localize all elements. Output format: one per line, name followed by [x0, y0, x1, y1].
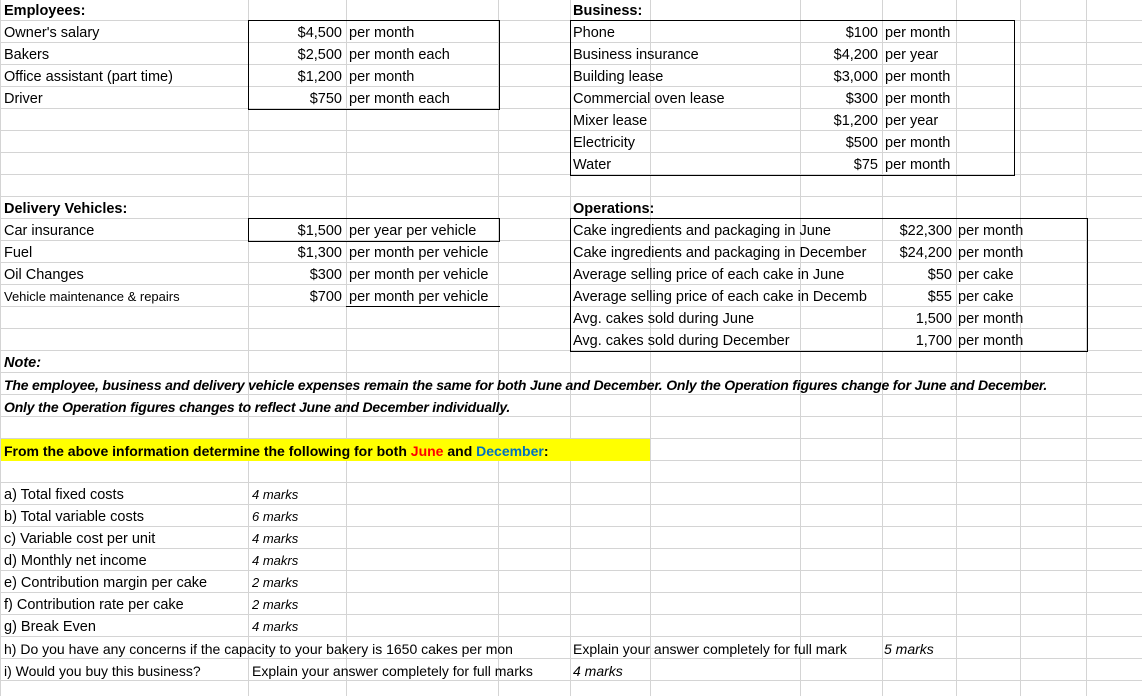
- operations-label[interactable]: Cake ingredients and packaging in December: [573, 245, 867, 261]
- employee-amount[interactable]: $1,200: [297, 69, 342, 85]
- employee-label[interactable]: Owner's salary: [4, 25, 100, 41]
- operations-amount[interactable]: $50: [927, 267, 952, 283]
- question-marks[interactable]: 4 marks: [252, 531, 299, 546]
- business-label[interactable]: Phone: [573, 25, 615, 41]
- business-label[interactable]: Electricity: [573, 135, 636, 151]
- operations-header[interactable]: Operations:: [573, 201, 655, 217]
- instruction-prefix: From the above information determine the following for both: [4, 443, 411, 459]
- operations-amount[interactable]: $55: [927, 289, 952, 305]
- employee-unit[interactable]: per month: [349, 69, 415, 85]
- business-amount[interactable]: $100: [845, 25, 878, 41]
- employee-unit[interactable]: per month each: [349, 47, 450, 63]
- operations-amount[interactable]: 1,700: [915, 333, 952, 349]
- business-unit[interactable]: per month: [885, 91, 951, 107]
- question-marks[interactable]: 4 marks: [252, 487, 299, 502]
- question-h-text[interactable]: h) Do you have any concerns if the capacity to your bakery is 1650 cakes per mon: [4, 641, 513, 657]
- operations-unit[interactable]: per month: [958, 333, 1024, 349]
- employees-header[interactable]: Employees:: [4, 3, 86, 19]
- business-amount[interactable]: $1,200: [833, 113, 878, 129]
- delivery-unit[interactable]: per month per vehicle: [349, 245, 489, 261]
- question-i-explain[interactable]: Explain your answer completely for full marks: [252, 663, 533, 679]
- business-label[interactable]: Business insurance: [573, 47, 699, 63]
- business-header[interactable]: Business:: [573, 3, 643, 19]
- question-h-marks[interactable]: 5 marks: [884, 641, 934, 657]
- question-marks[interactable]: 2 marks: [252, 597, 299, 612]
- instruction-suffix: :: [543, 443, 549, 459]
- note-title[interactable]: Note:: [4, 355, 42, 371]
- question-marks[interactable]: 6 marks: [252, 509, 299, 524]
- question-i-marks[interactable]: 4 marks: [573, 663, 623, 679]
- delivery-label[interactable]: Vehicle maintenance & repairs: [4, 289, 180, 304]
- business-label[interactable]: Building lease: [573, 69, 664, 85]
- delivery-amount[interactable]: $300: [309, 267, 342, 283]
- instruction-text[interactable]: [4, 440, 549, 462]
- delivery-unit[interactable]: per month per vehicle: [349, 267, 489, 283]
- instruction-june: June: [410, 443, 444, 459]
- delivery-label[interactable]: Oil Changes: [4, 267, 84, 283]
- business-unit[interactable]: per month: [885, 25, 951, 41]
- business-unit[interactable]: per year: [885, 113, 939, 129]
- operations-amount[interactable]: $22,300: [899, 223, 952, 239]
- question-label[interactable]: d) Monthly net income: [4, 553, 147, 569]
- business-unit[interactable]: per month: [885, 69, 951, 85]
- operations-unit[interactable]: per cake: [958, 267, 1014, 283]
- employee-unit[interactable]: per month: [349, 25, 415, 41]
- question-h-explain[interactable]: Explain your answer completely for full mark: [573, 641, 847, 657]
- delivery-unit[interactable]: per year per vehicle: [349, 223, 477, 239]
- question-label[interactable]: f) Contribution rate per cake: [4, 597, 184, 613]
- business-amount[interactable]: $4,200: [833, 47, 878, 63]
- employee-label[interactable]: Driver: [4, 91, 43, 107]
- employee-amount[interactable]: $2,500: [297, 47, 342, 63]
- business-unit[interactable]: per year: [885, 47, 939, 63]
- delivery-label[interactable]: Car insurance: [4, 223, 95, 239]
- question-label[interactable]: c) Variable cost per unit: [4, 531, 156, 547]
- business-unit[interactable]: per month: [885, 157, 951, 173]
- question-marks[interactable]: 4 marks: [252, 619, 299, 634]
- employee-label[interactable]: Office assistant (part time): [4, 69, 173, 85]
- operations-unit[interactable]: per month: [958, 311, 1024, 327]
- business-amount[interactable]: $500: [845, 135, 878, 151]
- instruction-december: December: [476, 443, 544, 459]
- operations-amount[interactable]: $24,200: [899, 245, 952, 261]
- operations-amount[interactable]: 1,500: [915, 311, 952, 327]
- business-amount[interactable]: $300: [845, 91, 878, 107]
- question-label[interactable]: a) Total fixed costs: [4, 487, 124, 503]
- operations-label[interactable]: Avg. cakes sold during June: [573, 311, 755, 327]
- question-label[interactable]: e) Contribution margin per cake: [4, 575, 208, 591]
- note-line-1[interactable]: The employee, business and delivery vehicle expenses remain the same for both June and December. Only the Operation figures change for June and December.: [4, 377, 1048, 393]
- employee-unit[interactable]: per month each: [349, 91, 450, 107]
- delivery-amount[interactable]: $1,500: [297, 223, 342, 239]
- question-i-text[interactable]: i) Would you buy this business?: [4, 663, 201, 679]
- column-gridline: [0, 0, 1, 696]
- business-amount[interactable]: $75: [853, 157, 878, 173]
- business-unit[interactable]: per month: [885, 135, 951, 151]
- note-line-2[interactable]: Only the Operation figures changes to reflect June and December individually.: [4, 399, 511, 415]
- delivery-amount[interactable]: $1,300: [297, 245, 342, 261]
- question-label[interactable]: b) Total variable costs: [4, 509, 144, 525]
- operations-label[interactable]: Cake ingredients and packaging in June: [573, 223, 831, 239]
- operations-label[interactable]: Avg. cakes sold during December: [573, 333, 790, 349]
- operations-unit[interactable]: per month: [958, 223, 1024, 239]
- business-label[interactable]: Mixer lease: [573, 113, 648, 129]
- operations-unit[interactable]: per cake: [958, 289, 1014, 305]
- question-marks[interactable]: 4 makrs: [252, 553, 299, 568]
- business-amount[interactable]: $3,000: [833, 69, 878, 85]
- business-label[interactable]: Commercial oven lease: [573, 91, 725, 107]
- employee-label[interactable]: Bakers: [4, 47, 50, 63]
- delivery-unit[interactable]: per month per vehicle: [349, 289, 489, 305]
- delivery-header[interactable]: Delivery Vehicles:: [4, 201, 128, 217]
- operations-unit[interactable]: per month: [958, 245, 1024, 261]
- business-label[interactable]: Water: [573, 157, 612, 173]
- instruction-and: and: [443, 443, 477, 459]
- delivery-label[interactable]: Fuel: [4, 245, 33, 261]
- operations-label[interactable]: Average selling price of each cake in June: [573, 267, 845, 283]
- question-marks[interactable]: 2 marks: [252, 575, 299, 590]
- operations-label[interactable]: Average selling price of each cake in Decemb: [573, 289, 867, 305]
- employee-amount[interactable]: $4,500: [297, 25, 342, 41]
- employee-amount[interactable]: $750: [309, 91, 342, 107]
- question-label[interactable]: g) Break Even: [4, 619, 96, 635]
- delivery-amount[interactable]: $700: [309, 289, 342, 305]
